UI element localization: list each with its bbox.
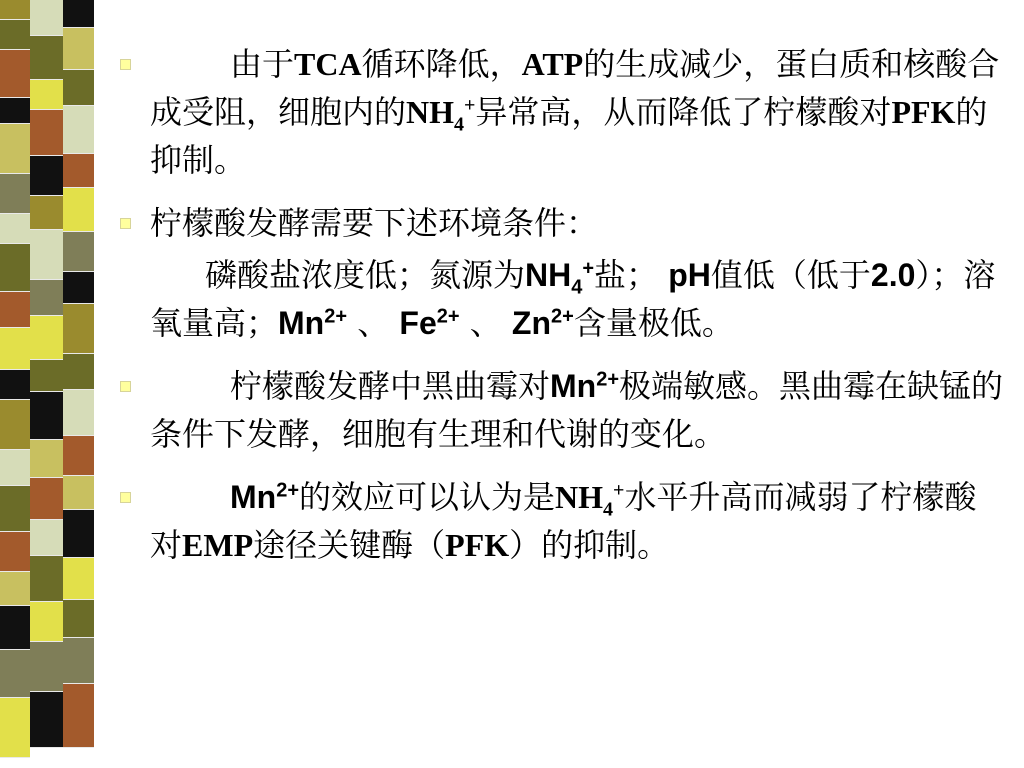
text: 由于 [230,45,295,83]
paragraph-mn-effect [112,473,1007,569]
text: 值低（低于 [710,256,871,294]
text: 途径关键酶（ [253,526,446,564]
text-nh: NH [525,257,572,293]
superscript: + [613,479,625,502]
text: 磷酸盐浓度低；氮源为 [205,256,526,294]
paragraph-tca-effect [112,40,1007,184]
stripe-column-left [0,0,30,768]
text-mn: Mn [230,479,277,515]
text: 含量极低。 [573,304,734,342]
superscript: 2+ [276,479,300,502]
bullet-square-icon [120,218,131,229]
superscript: + [582,257,595,280]
text-pfk: PFK [445,527,510,563]
subscript: 4 [603,498,614,521]
text: 异常高，从而降低了柠檬酸对 [475,93,892,131]
text-nh: NH [406,94,455,130]
decorative-stripe-bar [0,0,94,768]
text-pfk: PFK [891,94,956,130]
bullet-square-icon [120,381,131,392]
text: 柠檬酸发酵中黑曲霉对 [230,367,551,405]
text-mn: Mn [278,305,325,341]
text-emp: EMP [182,527,254,563]
slide-content [112,40,1007,584]
text: 的效应可以认为是 [299,478,556,516]
text: 、 [347,304,390,342]
text: ）的抑制。 [509,526,670,564]
text-value: 2.0 [870,257,916,293]
text: 、 [459,304,502,342]
paragraph-conditions-heading [112,199,1007,247]
paragraph-conditions-list [112,251,1007,347]
text: 循环降低， [361,45,522,83]
text-tca: TCA [294,46,362,82]
text: 盐； [594,256,659,294]
stripe-column-right [63,0,94,768]
text: 的生成减少，蛋白质和核酸合成受阻，细胞内的 [150,45,1000,131]
superscript: 2+ [551,305,574,328]
text: 柠檬酸发酵需要下述环境条件： [150,204,599,242]
text: 极端敏感。黑曲霉在缺锰的条件下发酵，细胞有生理和代谢的变化。 [150,367,1004,453]
bullet-square-icon [120,492,131,503]
superscript: 2+ [596,368,620,391]
text: ）；溶氧量高； [150,256,996,342]
text-nh: NH [555,479,604,515]
superscript: + [464,94,476,117]
paragraph-mn-sensitivity [112,362,1007,458]
bullet-square-icon [120,59,131,70]
stripe-column-middle [30,0,63,768]
text: 的抑制。 [150,93,988,179]
superscript: 2+ [436,305,460,328]
text: 水平升高而减弱了柠檬酸对 [150,478,977,564]
text-atp: ATP [521,46,584,82]
text-ph: pH [668,257,711,293]
subscript: 4 [454,113,465,136]
text-mn: Mn [550,368,597,404]
text-zn: Zn [511,305,551,341]
subscript: 4 [571,276,583,299]
text-fe: Fe [399,305,437,341]
superscript: 2+ [324,305,348,328]
